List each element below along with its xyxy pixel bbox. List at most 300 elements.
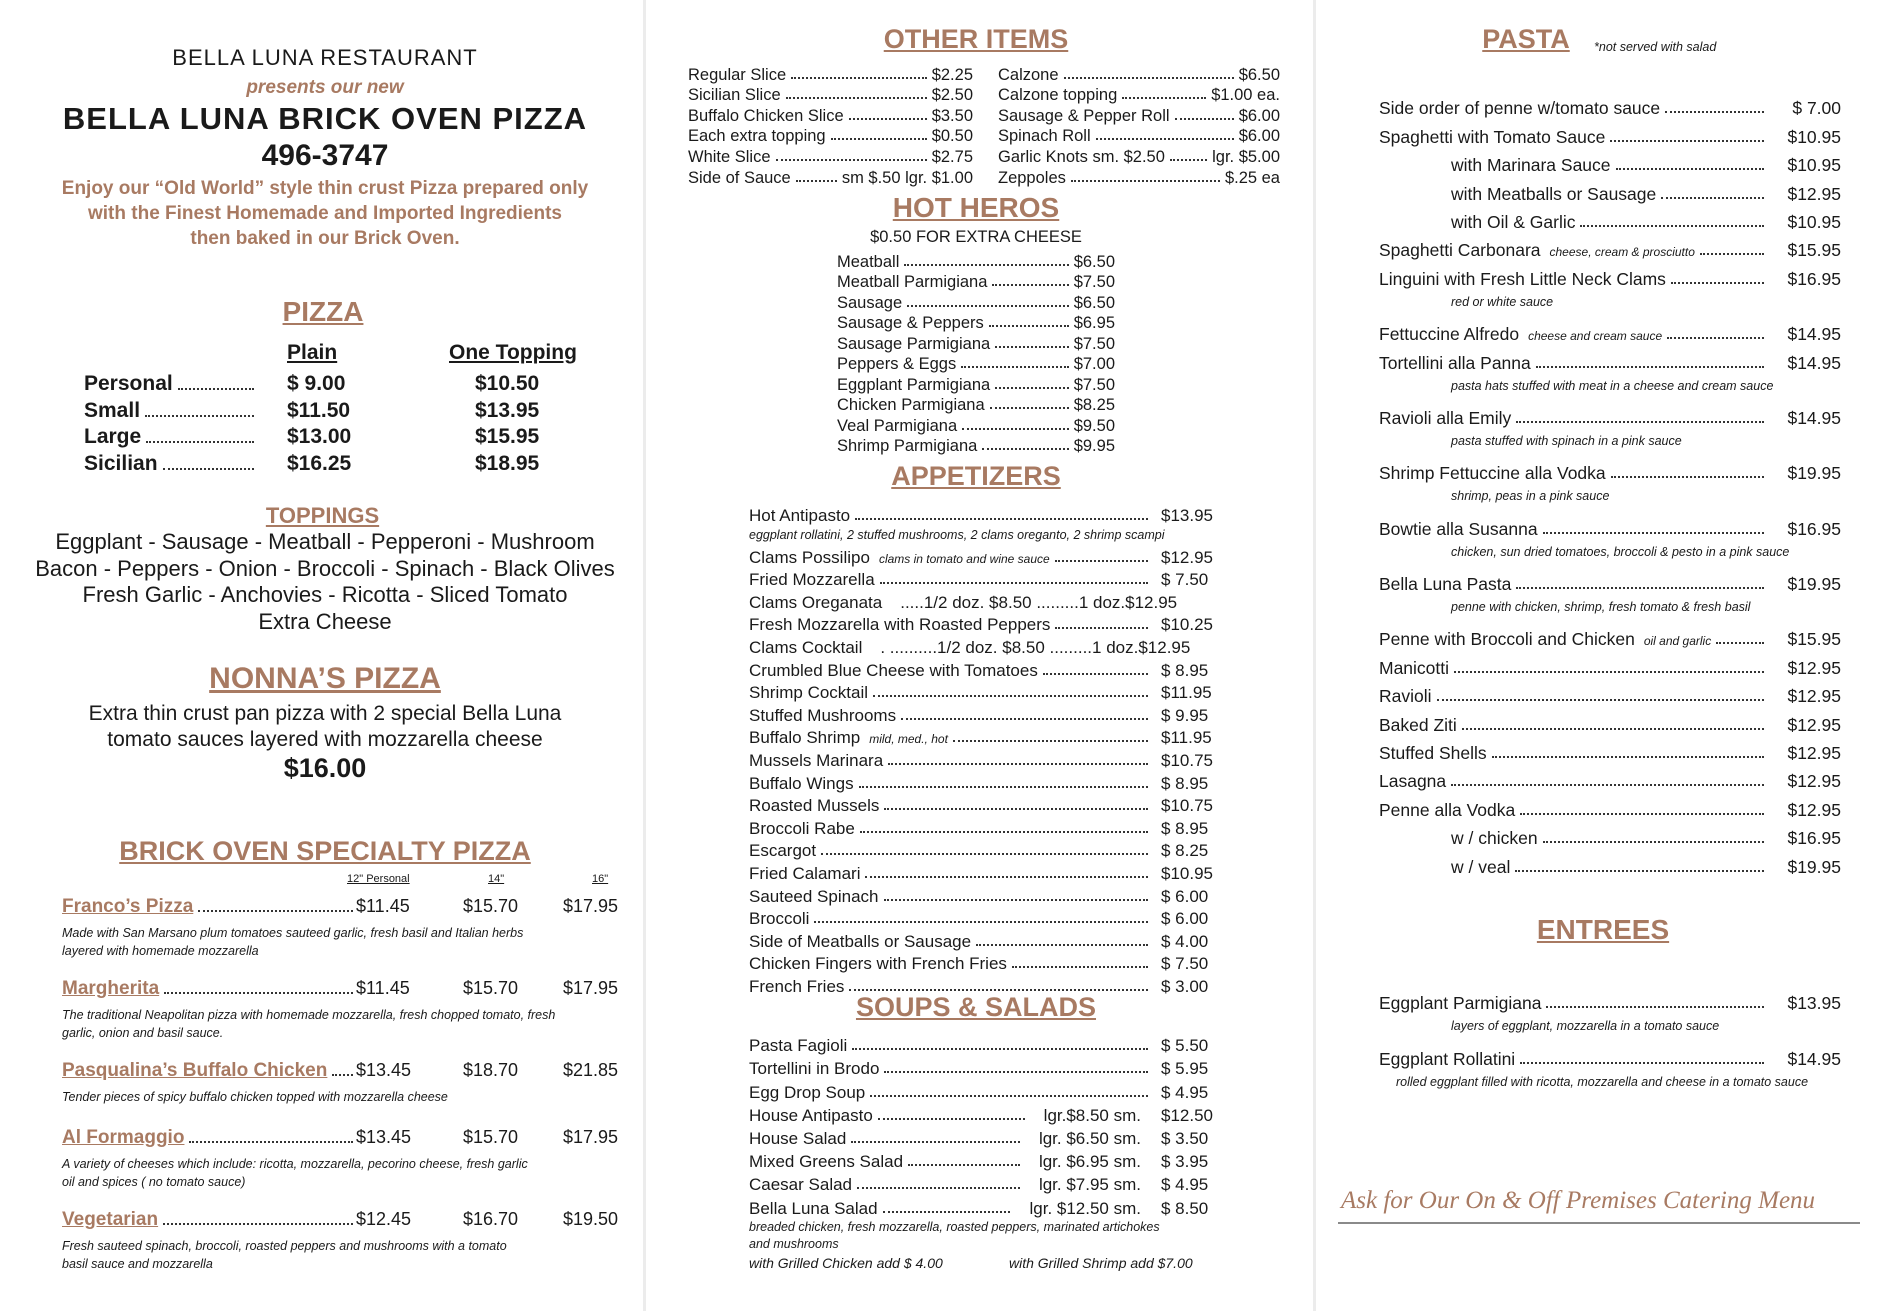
menu-item-name: Hot Antipasto bbox=[749, 506, 851, 525]
toppings-heading: TOPPINGS bbox=[265, 503, 380, 528]
menu-item-price: $6.00 bbox=[1238, 127, 1280, 146]
menu-item-price: lgr. $5.00 bbox=[1212, 147, 1280, 166]
menu-item-price: $14.95 bbox=[1787, 407, 1841, 428]
leader-dots bbox=[904, 264, 1068, 266]
appetizer-item bbox=[749, 952, 1221, 975]
leader-dots bbox=[962, 428, 1069, 430]
hero-item bbox=[837, 395, 1115, 416]
leader-dots bbox=[164, 992, 353, 994]
leader-dots bbox=[776, 159, 927, 161]
leader-dots bbox=[1610, 140, 1764, 142]
menu-item-name: White Slice bbox=[688, 147, 771, 166]
pasta-item bbox=[1379, 567, 1841, 595]
pizza-heading: PIZZA bbox=[282, 296, 364, 327]
menu-item-name: Calzone bbox=[998, 65, 1059, 84]
price-personal: $13.45 bbox=[356, 1127, 412, 1147]
menu-item-price: $ 5.50 bbox=[1161, 1036, 1209, 1056]
menu-item-name: Each extra topping bbox=[688, 127, 826, 146]
pasta-item bbox=[1379, 205, 1841, 233]
other-item bbox=[998, 146, 1280, 167]
specialty-pizza-line bbox=[62, 1060, 632, 1088]
menu-item-price: $ 8.95 bbox=[1161, 660, 1209, 680]
pasta-item bbox=[1379, 821, 1841, 849]
menu-item-note: cheese, cream & prosciutto bbox=[1549, 245, 1695, 260]
leader-dots bbox=[1096, 138, 1234, 140]
specialty-pizza-label bbox=[62, 1127, 358, 1149]
leader-dots bbox=[146, 441, 254, 443]
salad-note-line: breaded chicken, fresh mozzarella, roasted peppers, marinated artichokes bbox=[749, 1220, 1160, 1234]
leader-dots bbox=[1462, 728, 1764, 730]
specialty-pizza-description: Tender pieces of spicy buffalo chicken topped with mozzarella cheese bbox=[62, 1090, 448, 1104]
price-14: $15.70 bbox=[463, 1127, 519, 1147]
menu-item-price: $16.95 bbox=[1787, 828, 1841, 849]
other-item bbox=[998, 167, 1280, 188]
pasta-note: penne with chicken, shrimp, fresh tomato & fresh basil bbox=[1451, 600, 1751, 615]
specialty-pizza-description: The traditional Neapolitan pizza with homemade mozzarella, fresh chopped tomato, fresh bbox=[62, 1008, 556, 1022]
menu-item-price: $ 8.25 bbox=[1161, 841, 1209, 861]
price-14: $16.70 bbox=[463, 1209, 519, 1229]
menu-item-name: Fried Mozzarella bbox=[749, 570, 875, 590]
soup-salad-item bbox=[749, 1195, 1221, 1218]
soup-salad-item bbox=[749, 1172, 1221, 1195]
pasta-item bbox=[1379, 849, 1841, 877]
pizza-size-row bbox=[84, 425, 604, 452]
menu-item-price: $6.50 bbox=[1073, 252, 1115, 271]
pasta-item bbox=[1379, 148, 1841, 176]
menu-item-note: clams in tomato and wine sauce bbox=[878, 551, 1050, 566]
menu-item-name: Broccoli bbox=[749, 909, 810, 929]
col-plain-header: Plain bbox=[287, 341, 338, 364]
menu-item-price-detail: . ..........1/2 doz. $8.50 .........1 doz.$12.95 bbox=[880, 637, 1191, 657]
price-personal: $11.45 bbox=[356, 896, 410, 916]
specialty-heading: BRICK OVEN SPECIALTY PIZZA bbox=[119, 836, 531, 866]
specialty-pizza-label bbox=[62, 896, 358, 918]
other-items-heading: OTHER ITEMS bbox=[883, 24, 1069, 54]
leader-dots bbox=[1700, 253, 1764, 255]
menu-item-name: Bella Luna Salad bbox=[749, 1198, 878, 1218]
plain-price: $16.25 bbox=[287, 451, 352, 475]
menu-item-price: $10.75 bbox=[1161, 796, 1213, 816]
leader-dots bbox=[884, 899, 1149, 901]
pasta-item bbox=[1379, 261, 1841, 289]
pasta-item bbox=[1379, 764, 1841, 792]
menu-item-name: Tortellini in Brodo bbox=[749, 1059, 880, 1079]
pizza-size-row bbox=[84, 452, 604, 479]
menu-item-name: Lasagna bbox=[1379, 771, 1447, 792]
price-16: $17.95 bbox=[563, 896, 619, 916]
salad-note-line: and mushrooms bbox=[749, 1237, 839, 1251]
specialty-pizza-line bbox=[62, 978, 632, 1006]
appetizer-item bbox=[749, 568, 1221, 591]
entree-item bbox=[1379, 1041, 1841, 1069]
catering-underline bbox=[1338, 1222, 1860, 1224]
leader-dots bbox=[995, 346, 1069, 348]
grilled-shrimp-addon: with Grilled Shrimp add $7.00 bbox=[1009, 1255, 1193, 1271]
specialty-pizza-label bbox=[62, 978, 358, 1000]
hero-item bbox=[837, 251, 1115, 272]
leader-dots bbox=[1175, 118, 1234, 120]
menu-item-price: $ 4.95 bbox=[1161, 1082, 1209, 1102]
menu-item-name: Bowtie alla Susanna bbox=[1379, 518, 1538, 539]
hero-item bbox=[837, 374, 1115, 395]
menu-item-price: $19.95 bbox=[1787, 463, 1841, 484]
menu-item-name: Eggplant Parmigiana bbox=[837, 375, 991, 394]
menu-item-price: $12.95 bbox=[1787, 657, 1841, 678]
menu-item-name: Penne with Broccoli and Chicken bbox=[1379, 629, 1635, 650]
leader-dots bbox=[1611, 476, 1764, 478]
appetizer-item bbox=[749, 929, 1221, 952]
soup-salad-item bbox=[749, 1033, 1221, 1056]
leader-dots bbox=[178, 388, 254, 390]
menu-item-price: $7.50 bbox=[1073, 375, 1115, 394]
col-topping-header: One Topping bbox=[449, 341, 577, 364]
nonna-description bbox=[0, 701, 650, 753]
soups-list bbox=[749, 1033, 1221, 1219]
menu-item-price: $10.75 bbox=[1161, 750, 1213, 770]
restaurant-name: BELLA LUNA RESTAURANT bbox=[172, 45, 478, 70]
menu-item-name: Fresh Mozzarella with Roasted Peppers bbox=[749, 615, 1051, 635]
specialty-pizza-item bbox=[62, 896, 632, 978]
pizza-size-row bbox=[84, 399, 604, 426]
leader-dots bbox=[908, 1164, 1020, 1166]
leader-dots bbox=[791, 77, 927, 79]
leader-dots bbox=[163, 1223, 353, 1225]
pasta-item bbox=[1379, 650, 1841, 678]
pasta-item bbox=[1379, 511, 1841, 539]
specialty-pizza-description: layered with homemade mozzarella bbox=[62, 944, 259, 958]
menu-item-price: $10.95 bbox=[1787, 155, 1841, 176]
leader-dots bbox=[1671, 282, 1764, 284]
large-price: lgr.$8.50 sm. bbox=[1043, 1105, 1141, 1125]
pasta-item bbox=[1379, 679, 1841, 707]
menu-item-name: Sauteed Spinach bbox=[749, 886, 879, 906]
leader-dots bbox=[1536, 366, 1764, 368]
menu-item-price: $12.95 bbox=[1787, 743, 1841, 764]
price-16: $19.50 bbox=[563, 1209, 619, 1229]
price-16: $17.95 bbox=[563, 1127, 619, 1147]
other-item bbox=[998, 85, 1280, 106]
leader-dots bbox=[990, 407, 1069, 409]
leader-dots bbox=[1543, 841, 1764, 843]
specialty-pizza-label bbox=[62, 1060, 358, 1082]
menu-item-price: $12.95 bbox=[1787, 714, 1841, 735]
menu-item-name: Zeppoles bbox=[998, 168, 1066, 187]
menu-item-name: Spaghetti with Tomato Sauce bbox=[1379, 126, 1606, 147]
leader-dots bbox=[860, 831, 1148, 833]
other-item bbox=[688, 85, 973, 106]
pasta-item bbox=[1379, 456, 1841, 484]
pizza-panel bbox=[0, 0, 640, 1311]
menu-item-price: $13.95 bbox=[1161, 506, 1213, 525]
menu-item-price: $13.95 bbox=[1787, 993, 1841, 1014]
extra-cheese-note: $0.50 FOR EXTRA CHEESE bbox=[870, 228, 1082, 246]
menu-item-name: with Meatballs or Sausage bbox=[1451, 183, 1657, 204]
menu-item-name: Garlic Knots sm. $2.50 bbox=[998, 147, 1165, 166]
hero-item bbox=[837, 292, 1115, 313]
menu-item-name: Shrimp Parmigiana bbox=[837, 437, 978, 455]
tagline-line: then baked in our Brick Oven. bbox=[190, 228, 460, 249]
menu-item-name: Chicken Parmigiana bbox=[837, 396, 985, 414]
pizza-size-name: Small bbox=[84, 398, 141, 422]
hero-item bbox=[837, 313, 1115, 334]
menu-item-name: Buffalo Wings bbox=[749, 773, 854, 793]
pasta-panel bbox=[1313, 0, 1887, 1311]
hero-item bbox=[837, 436, 1115, 457]
menu-item-name: Shrimp Fettuccine alla Vodka bbox=[1379, 463, 1606, 484]
pizza-size-label bbox=[84, 452, 259, 476]
other-items-left bbox=[688, 64, 973, 188]
pizza-size-label bbox=[84, 399, 259, 423]
leader-dots bbox=[873, 695, 1148, 697]
menu-item-price: $6.95 bbox=[1073, 314, 1115, 332]
leader-dots bbox=[888, 763, 1148, 765]
menu-item-price: $11.95 bbox=[1161, 683, 1212, 703]
price-personal: $13.45 bbox=[356, 1060, 412, 1080]
leader-dots bbox=[995, 387, 1069, 389]
size-label-16: 16" bbox=[592, 873, 609, 885]
appetizer-item bbox=[749, 771, 1221, 794]
large-price: lgr. $6.50 sm. bbox=[1038, 1128, 1141, 1148]
pasta-item bbox=[1379, 176, 1841, 204]
leader-dots bbox=[796, 180, 837, 182]
menu-item-name: Clams Possilipo bbox=[749, 547, 870, 567]
leader-dots bbox=[1520, 813, 1764, 815]
plain-price: $11.50 bbox=[287, 398, 351, 422]
menu-item-name: Sausage bbox=[837, 293, 903, 312]
menu-item-name: House Antipasto bbox=[749, 1105, 873, 1125]
leader-dots bbox=[1546, 1006, 1764, 1008]
size-label-14: 14" bbox=[488, 873, 505, 885]
leader-dots bbox=[870, 1095, 1148, 1097]
price-personal: $12.45 bbox=[356, 1209, 412, 1229]
leader-dots bbox=[145, 415, 254, 417]
brand-title: BELLA LUNA BRICK OVEN PIZZA bbox=[62, 101, 588, 136]
menu-item-price: $ 4.00 bbox=[1161, 931, 1209, 951]
appetizer-item bbox=[749, 501, 1221, 526]
menu-item-price: $ 7.50 bbox=[1161, 954, 1209, 974]
pizza-size-name: Personal bbox=[84, 372, 173, 395]
menu-item-name: with Marinara Sauce bbox=[1451, 155, 1611, 176]
pasta-item bbox=[1379, 622, 1841, 650]
menu-item-name: Eggplant Parmigiana bbox=[1379, 993, 1542, 1014]
leader-dots bbox=[1437, 699, 1764, 701]
menu-item-name: Broccoli Rabe bbox=[749, 818, 855, 838]
pizza-size-label bbox=[84, 372, 259, 396]
soup-salad-item bbox=[749, 1079, 1221, 1102]
pasta-note: chicken, sun dried tomatoes, broccoli & pesto in a pink sauce bbox=[1451, 544, 1790, 559]
menu-item-name: Crumbled Blue Cheese with Tomatoes bbox=[749, 660, 1038, 680]
menu-item-price: $2.75 bbox=[931, 147, 973, 166]
menu-item-name: Bella Luna Pasta bbox=[1379, 574, 1512, 595]
menu-item-price: $ 8.95 bbox=[1161, 818, 1209, 838]
menu-item-price: $9.50 bbox=[1073, 416, 1115, 435]
price-16: $21.85 bbox=[563, 1060, 619, 1080]
specialty-pizza-item bbox=[62, 1209, 632, 1279]
leader-dots bbox=[884, 1071, 1148, 1073]
leader-dots bbox=[976, 944, 1148, 946]
menu-item-name: Sicilian Slice bbox=[688, 86, 781, 105]
leader-dots bbox=[849, 989, 1148, 991]
pasta-list bbox=[1379, 91, 1841, 878]
menu-item-name: Tortellini alla Panna bbox=[1379, 352, 1531, 373]
pasta-item bbox=[1379, 792, 1841, 820]
bella-luna-salad-note bbox=[749, 1219, 1229, 1253]
leader-dots bbox=[1665, 111, 1764, 113]
menu-item-name: Side of Meatballs or Sausage bbox=[749, 931, 972, 951]
leader-dots bbox=[1516, 587, 1764, 589]
leader-dots bbox=[849, 118, 927, 120]
leader-dots bbox=[884, 808, 1148, 810]
plain-price: $13.00 bbox=[287, 425, 352, 448]
leader-dots bbox=[865, 876, 1148, 878]
nonna-line: tomato sauces layered with mozzarella cheese bbox=[107, 728, 543, 751]
pasta-heading: PASTA bbox=[1482, 24, 1570, 54]
menu-item-name: Buffalo Chicken Slice bbox=[688, 106, 844, 125]
leader-dots bbox=[1667, 337, 1764, 339]
appetizer-item bbox=[749, 748, 1221, 771]
specialty-pizza-name: Al Formaggio bbox=[62, 1127, 185, 1148]
menu-item-price: $ 3.50 bbox=[1161, 1128, 1209, 1148]
menu-item-price: $10.95 bbox=[1787, 211, 1841, 232]
leader-dots bbox=[1492, 756, 1764, 758]
leader-dots bbox=[1580, 225, 1764, 227]
price-14: $15.70 bbox=[463, 978, 519, 998]
leader-dots bbox=[878, 1118, 1025, 1120]
menu-item-price: $ 8.95 bbox=[1161, 773, 1209, 793]
entree-note: rolled eggplant filled with ricotta, mozzarella and cheese in a tomato sauce bbox=[1396, 1074, 1809, 1089]
leader-dots bbox=[1451, 784, 1764, 786]
leader-dots bbox=[1543, 532, 1764, 534]
menu-item-price: $ 7.50 bbox=[1161, 570, 1209, 590]
presents-text: presents our new bbox=[246, 77, 404, 98]
pizza-size-name: Sicilian bbox=[84, 451, 158, 475]
tagline bbox=[0, 176, 650, 251]
price-14: $18.70 bbox=[463, 1060, 519, 1080]
phone-number: 496-3747 bbox=[261, 139, 389, 172]
menu-item-price: $7.50 bbox=[1073, 273, 1115, 291]
specialty-pizza-item bbox=[62, 978, 632, 1060]
leader-dots bbox=[857, 1187, 1020, 1189]
price-14: $15.70 bbox=[463, 896, 519, 916]
leader-dots bbox=[907, 305, 1069, 307]
specialty-pizza-description: Fresh sauteed spinach, broccoli, roasted peppers and mushrooms with a tomato bbox=[62, 1239, 507, 1253]
hot-heros-list bbox=[837, 251, 1115, 456]
menu-item-price: $11.95 bbox=[1161, 728, 1212, 748]
nonna-line: Extra thin crust pan pizza with 2 special Bella Luna bbox=[88, 702, 562, 725]
soup-salad-item bbox=[749, 1056, 1221, 1079]
other-item bbox=[998, 105, 1280, 126]
pasta-item bbox=[1379, 119, 1841, 147]
menu-item-name: Sausage & Pepper Roll bbox=[998, 106, 1170, 125]
menu-item-name: Linguini with Fresh Little Neck Clams bbox=[1379, 268, 1666, 289]
menu-item-price: $6.00 bbox=[1238, 106, 1280, 125]
menu-item-price: $ 5.95 bbox=[1161, 1059, 1209, 1079]
menu-item-name: Veal Parmigiana bbox=[837, 416, 958, 435]
leader-dots bbox=[1055, 627, 1148, 629]
grilled-chicken-addon: with Grilled Chicken add $ 4.00 bbox=[749, 1255, 943, 1271]
menu-item-price: $19.95 bbox=[1787, 856, 1841, 877]
leader-dots bbox=[901, 718, 1148, 720]
menu-item-name: w / veal bbox=[1451, 856, 1511, 877]
soups-heading: SOUPS & SALADS bbox=[855, 992, 1097, 1022]
appetizers-heading: APPETIZERS bbox=[891, 461, 1061, 491]
large-price: lgr. $6.95 sm. bbox=[1038, 1152, 1141, 1172]
menu-item-price: $1.00 ea. bbox=[1211, 86, 1280, 105]
menu-item-price: $12.95 bbox=[1787, 799, 1841, 820]
nonna-price: $16.00 bbox=[283, 753, 367, 783]
specialty-pizza-item bbox=[62, 1127, 632, 1209]
menu-item-price: $ 9.95 bbox=[1161, 705, 1209, 725]
price-personal: $11.45 bbox=[356, 978, 410, 998]
leader-dots bbox=[953, 740, 1148, 742]
pizza-size-label bbox=[84, 425, 259, 449]
price-16: $17.95 bbox=[563, 978, 619, 998]
menu-item-name: Chicken Fingers with French Fries bbox=[749, 954, 1007, 974]
leader-dots bbox=[1616, 168, 1764, 170]
leader-dots bbox=[198, 910, 353, 912]
appetizer-item bbox=[749, 613, 1221, 636]
menu-item-note: mild, med., hot bbox=[869, 732, 948, 747]
leader-dots bbox=[859, 786, 1148, 788]
appetizer-item bbox=[749, 703, 1221, 726]
menu-item-price: sm $.50 lgr. $1.00 bbox=[841, 168, 973, 187]
menu-item-name: Stuffed Shells bbox=[1379, 743, 1487, 764]
pasta-item bbox=[1379, 401, 1841, 429]
menu-item-price: $9.95 bbox=[1073, 437, 1115, 455]
menu-item-name: Caesar Salad bbox=[749, 1175, 853, 1195]
size-label-personal: 12" Personal bbox=[347, 873, 410, 885]
leader-dots bbox=[1012, 966, 1148, 968]
pasta-note: pasta hats stuffed with meat in a cheese and cream sauce bbox=[1451, 378, 1774, 393]
menu-item-price: $10.95 bbox=[1161, 863, 1213, 883]
menu-item-name: Meatball Parmigiana bbox=[837, 273, 988, 291]
specialty-pizza-name: Franco’s Pizza bbox=[62, 896, 194, 917]
leader-dots bbox=[332, 1074, 353, 1076]
menu-item-price: $6.50 bbox=[1238, 65, 1280, 84]
leader-dots bbox=[1055, 560, 1148, 562]
menu-item-note: cheese and cream sauce bbox=[1528, 329, 1663, 344]
appetizer-item bbox=[749, 794, 1221, 817]
menu-item-price: $12.50 bbox=[1161, 1105, 1213, 1125]
other-items-right bbox=[998, 64, 1280, 188]
leader-dots bbox=[1064, 77, 1234, 79]
leader-dots bbox=[852, 1048, 1148, 1050]
menu-item-price-detail: .....1/2 doz. $8.50 .........1 doz.$12.95 bbox=[900, 592, 1178, 612]
appetizer-note: eggplant rollatini, 2 stuffed mushrooms, 2 clams oreganto, 2 shrimp scampi bbox=[749, 528, 1165, 542]
menu-item-price: $14.95 bbox=[1787, 352, 1841, 373]
pasta-note: shrimp, peas in a pink sauce bbox=[1451, 489, 1610, 504]
leader-dots bbox=[992, 284, 1068, 286]
appetizer-item bbox=[749, 907, 1221, 930]
leader-dots bbox=[961, 366, 1068, 368]
menu-item-price: $10.95 bbox=[1787, 126, 1841, 147]
other-items-panel bbox=[643, 0, 1310, 1311]
leader-dots bbox=[1716, 642, 1764, 644]
pizza-price-table bbox=[84, 372, 604, 478]
appetizer-item bbox=[749, 635, 1221, 658]
plain-price: $ 9.00 bbox=[287, 372, 346, 395]
specialty-pizza-label bbox=[62, 1209, 358, 1231]
menu-item-name: Shrimp Cocktail bbox=[749, 683, 869, 703]
pasta-item bbox=[1379, 707, 1841, 735]
leader-dots bbox=[989, 325, 1069, 327]
leader-dots bbox=[814, 921, 1148, 923]
menu-item-price: $0.50 bbox=[931, 127, 973, 146]
leader-dots bbox=[982, 448, 1068, 450]
soup-salad-item bbox=[749, 1149, 1221, 1172]
specialty-pizza-name: Pasqualina’s Buffalo Chicken bbox=[62, 1060, 328, 1081]
appetizer-item bbox=[749, 590, 1221, 613]
